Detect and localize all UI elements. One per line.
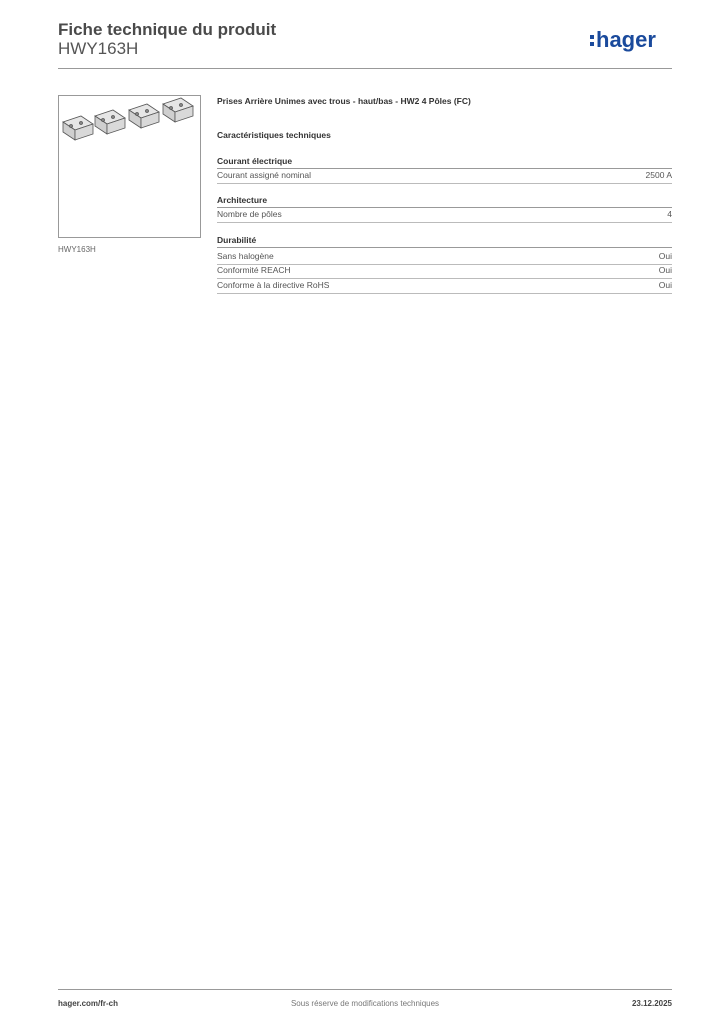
product-image [58, 95, 201, 238]
page-header [58, 20, 672, 69]
product-description: Prises Arrière Unimes avec trous - haut/bas - HW2 4 Pôles (FC) [217, 96, 471, 106]
spec-row [217, 169, 672, 184]
image-caption: HWY163H [58, 245, 96, 254]
spec-label: Conformité REACH [217, 265, 291, 275]
spec-value: 2500 A [645, 170, 672, 180]
rear-connectors-illustration [59, 96, 200, 237]
spec-label: Nombre de pôles [217, 209, 282, 219]
spec-row [217, 264, 672, 279]
spec-label: Sans halogène [217, 251, 274, 261]
spec-value: Oui [658, 265, 672, 275]
spec-label: Conforme à la directive RoHS [217, 280, 330, 290]
spec-row [217, 208, 672, 223]
page-footer [58, 989, 672, 1014]
footer-date: 23.12.2025 [631, 999, 672, 1008]
product-reference: HWY163H [58, 39, 139, 58]
document-title: Fiche technique du produit [58, 20, 277, 39]
group-title-electrical: Courant électrique [217, 156, 672, 169]
group-title-durability: Durabilité [217, 235, 672, 248]
group-title-architecture: Architecture [217, 195, 672, 208]
spec-row [217, 279, 672, 294]
spec-value: Oui [658, 251, 672, 261]
spec-value: Oui [658, 280, 672, 290]
logo-text: hager [596, 27, 656, 52]
spec-value: 4 [667, 209, 672, 219]
specs-heading: Caractéristiques techniques [217, 130, 331, 140]
footer-note: Sous réserve de modifications techniques [290, 999, 440, 1008]
footer-url[interactable]: hager.com/fr-ch [58, 999, 119, 1008]
spec-row [217, 250, 672, 265]
spec-label: Courant assigné nominal [217, 170, 312, 180]
hager-logo [590, 26, 672, 54]
